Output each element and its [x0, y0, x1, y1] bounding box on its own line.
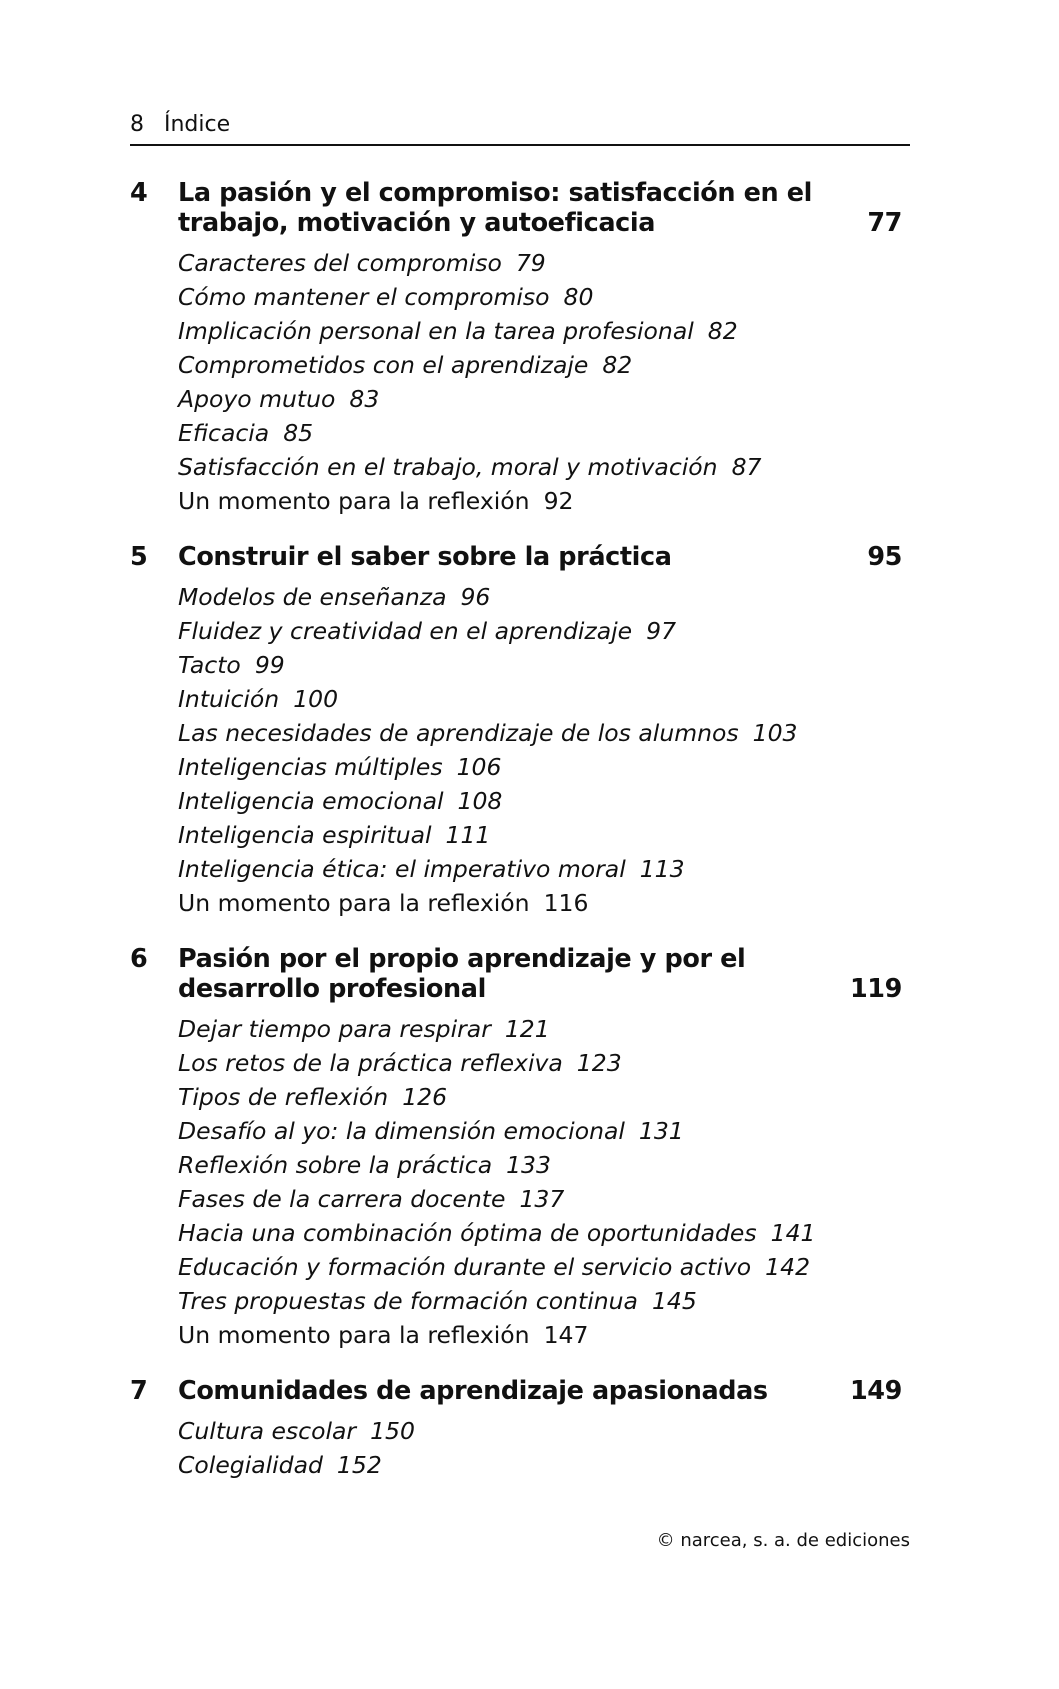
entry-title: Satisfacción en el trabajo, moral y motivación	[178, 453, 718, 481]
entry-page-number: 106	[456, 753, 502, 781]
entry-title: Apoyo mutuo	[178, 385, 336, 413]
entry-title: Dejar tiempo para respirar	[178, 1015, 491, 1043]
toc-entry	[178, 484, 910, 518]
entry-title: Tipos de reflexión	[178, 1083, 389, 1111]
entry-page-number: 97	[646, 617, 677, 645]
chapter-heading	[130, 1376, 910, 1406]
entry-page-number: 96	[460, 583, 491, 611]
entry-page-number: 100	[293, 685, 339, 713]
toc-entry	[178, 1318, 910, 1352]
entry-title: Hacia una combinación óptima de oportunidades	[178, 1219, 757, 1247]
entry-page-number: 108	[457, 787, 503, 815]
chapter-section	[130, 542, 910, 920]
entry-title: Educación y formación durante el servicio activo	[178, 1253, 752, 1281]
entry-title: Comprometidos con el aprendizaje	[178, 351, 589, 379]
chapter-title: Pasión por el propio aprendizaje y por el desarrollo profesional	[178, 944, 746, 1004]
toc-entry	[178, 784, 910, 818]
toc-entry	[178, 246, 910, 280]
toc-entry	[178, 348, 910, 382]
chapter-page-number: 149	[849, 1376, 902, 1406]
toc-entry	[178, 382, 910, 416]
entry-title: Modelos de enseñanza	[178, 583, 447, 611]
toc-entry	[178, 818, 910, 852]
entry-page-number: 137	[519, 1185, 565, 1213]
entry-page-number: 79	[515, 249, 546, 277]
chapter-heading	[130, 944, 910, 1004]
chapter-title: Construir el saber sobre la práctica	[178, 542, 672, 572]
entry-page-number: 82	[602, 351, 633, 379]
entry-list	[178, 1012, 910, 1352]
entry-page-number: 103	[752, 719, 798, 747]
toc-entry	[178, 1182, 910, 1216]
page-header	[130, 108, 910, 146]
toc-entry	[178, 648, 910, 682]
chapter-title: Comunidades de aprendizaje apasionadas	[178, 1376, 768, 1406]
entry-title: Un momento para la reflexión	[178, 1321, 530, 1349]
toc-entry	[178, 1250, 910, 1284]
entry-page-number: 82	[707, 317, 738, 345]
entry-title: Desafío al yo: la dimensión emocional	[178, 1117, 625, 1145]
toc-entry	[178, 614, 910, 648]
entry-page-number: 133	[506, 1151, 551, 1179]
chapter-page-number: 77	[867, 208, 902, 238]
publisher-footer: © narcea, s. a. de ediciones	[656, 1530, 910, 1551]
toc-entry	[178, 1284, 910, 1318]
entry-title: Un momento para la reflexión	[178, 889, 530, 917]
entry-page-number: 131	[638, 1117, 684, 1145]
chapter-heading	[130, 178, 910, 238]
chapter-page-number: 119	[849, 974, 902, 1004]
entry-title: Intuición	[178, 685, 280, 713]
toc-entry	[178, 416, 910, 450]
chapter-page-number: 95	[867, 542, 902, 572]
entry-title: Cultura escolar	[178, 1417, 357, 1445]
entry-page-number: 80	[563, 283, 594, 311]
entry-page-number: 83	[349, 385, 380, 413]
entry-page-number: 111	[445, 821, 491, 849]
chapter-title: La pasión y el compromiso: satisfacción en el trabajo, motivación y autoeficacia	[178, 178, 812, 238]
toc-entry	[178, 852, 910, 886]
chapter-number: 4	[130, 178, 148, 208]
toc-entry	[178, 280, 910, 314]
toc-entry	[178, 1080, 910, 1114]
chapter-number: 5	[130, 542, 148, 572]
toc-entry	[178, 1148, 910, 1182]
entry-page-number: 99	[254, 651, 285, 679]
entry-title: Implicación personal en la tarea profesional	[178, 317, 694, 345]
table-of-contents	[130, 178, 910, 1506]
entry-title: Las necesidades de aprendizaje de los alumnos	[178, 719, 739, 747]
entry-page-number: 116	[543, 889, 589, 917]
entry-title: Tacto	[178, 651, 241, 679]
chapter-section	[130, 1376, 910, 1482]
entry-list	[178, 1414, 910, 1482]
entry-page-number: 147	[543, 1321, 589, 1349]
toc-entry	[178, 750, 910, 784]
toc-entry	[178, 1448, 910, 1482]
entry-list	[178, 246, 910, 518]
chapter-section	[130, 944, 910, 1352]
entry-list	[178, 580, 910, 920]
entry-title: Inteligencia emocional	[178, 787, 444, 815]
chapter-number: 6	[130, 944, 148, 974]
running-title: Índice	[164, 112, 231, 137]
entry-title: Fluidez y creatividad en el aprendizaje	[178, 617, 633, 645]
entry-title: Fases de la carrera docente	[178, 1185, 506, 1213]
toc-entry	[178, 314, 910, 348]
toc-entry	[178, 1114, 910, 1148]
entry-title: Inteligencia espiritual	[178, 821, 432, 849]
toc-entry	[178, 716, 910, 750]
entry-title: Tres propuestas de formación continua	[178, 1287, 638, 1315]
toc-entry	[178, 580, 910, 614]
entry-title: Colegialidad	[178, 1451, 323, 1479]
entry-title: Inteligencias múltiples	[178, 753, 443, 781]
chapter-section	[130, 178, 910, 518]
entry-page-number: 85	[283, 419, 314, 447]
toc-entry	[178, 1012, 910, 1046]
entry-title: Cómo mantener el compromiso	[178, 283, 550, 311]
entry-title: Eficacia	[178, 419, 270, 447]
entry-page-number: 123	[576, 1049, 622, 1077]
entry-title: Los retos de la práctica reflexiva	[178, 1049, 563, 1077]
toc-entry	[178, 682, 910, 716]
entry-page-number: 145	[651, 1287, 697, 1315]
entry-title: Reflexión sobre la práctica	[178, 1151, 493, 1179]
entry-page-number: 87	[731, 453, 762, 481]
toc-entry	[178, 1216, 910, 1250]
entry-page-number: 92	[543, 487, 574, 515]
entry-title: Caracteres del compromiso	[178, 249, 502, 277]
chapter-heading	[130, 542, 910, 572]
toc-entry	[178, 1046, 910, 1080]
entry-page-number: 141	[770, 1219, 816, 1247]
entry-page-number: 113	[639, 855, 685, 883]
chapter-number: 7	[130, 1376, 148, 1406]
entry-page-number: 121	[504, 1015, 550, 1043]
entry-title: Inteligencia ética: el imperativo moral	[178, 855, 626, 883]
toc-entry	[178, 1414, 910, 1448]
entry-page-number: 152	[336, 1451, 382, 1479]
entry-page-number: 142	[765, 1253, 811, 1281]
page-number: 8	[130, 112, 144, 137]
toc-entry	[178, 886, 910, 920]
entry-page-number: 126	[402, 1083, 448, 1111]
entry-title: Un momento para la reflexión	[178, 487, 530, 515]
toc-entry	[178, 450, 910, 484]
entry-page-number: 150	[370, 1417, 415, 1445]
